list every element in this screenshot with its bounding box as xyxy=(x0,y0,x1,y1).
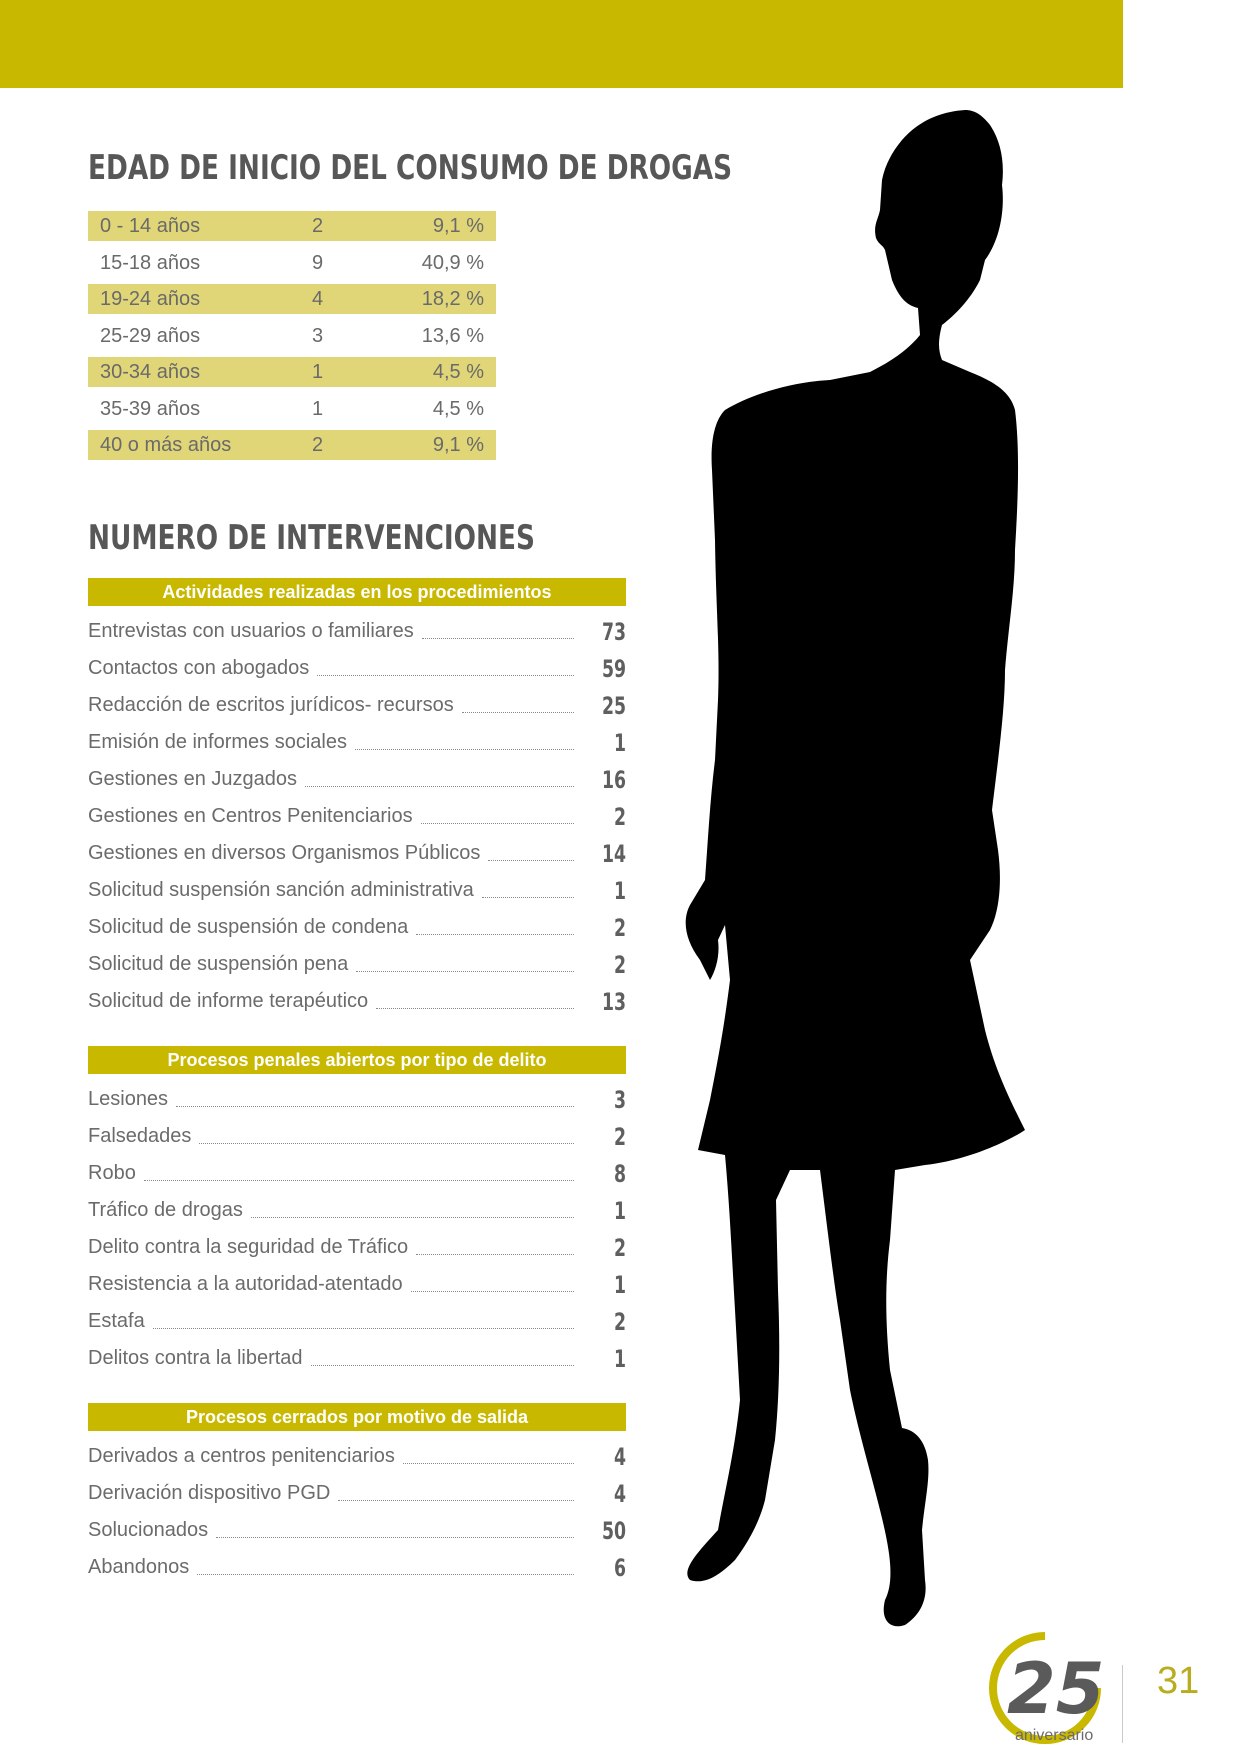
list-item xyxy=(88,832,626,869)
age-range: 0 - 14 años xyxy=(100,215,201,237)
item-label: Entrevistas con usuarios o familiares xyxy=(88,620,414,642)
dot-leader xyxy=(356,971,574,972)
age-percent: 4,5 % xyxy=(432,397,484,420)
dot-leader xyxy=(317,675,574,676)
list-item xyxy=(88,1546,626,1583)
item-value: 14 xyxy=(602,840,627,868)
dot-leader xyxy=(422,638,574,639)
list-item xyxy=(88,1435,626,1472)
item-value: 59 xyxy=(602,655,627,683)
list-item xyxy=(88,684,626,721)
item-label: Solicitud de suspensión de condena xyxy=(88,916,409,938)
list-item xyxy=(88,869,626,906)
age-range: 25-29 años xyxy=(100,324,201,347)
item-value: 3 xyxy=(613,1086,626,1114)
dot-leader xyxy=(488,860,574,861)
item-label: Resistencia a la autoridad-atentado xyxy=(88,1273,403,1295)
list-item xyxy=(88,943,626,980)
dot-leader xyxy=(199,1143,574,1144)
list-item xyxy=(88,721,626,758)
logo-number: 25 xyxy=(1007,1648,1105,1730)
item-value: 8 xyxy=(613,1160,626,1188)
woman-silhouette-icon xyxy=(680,110,1150,1670)
list-item xyxy=(88,795,626,832)
item-label: Contactos con abogados xyxy=(88,657,310,679)
item-value: 1 xyxy=(613,877,626,905)
item-value: 2 xyxy=(613,1123,626,1151)
anniversary-25-logo-icon xyxy=(985,1628,1105,1748)
item-label: Abandonos xyxy=(88,1556,190,1578)
item-label: Lesiones xyxy=(88,1088,169,1110)
list-item xyxy=(88,1509,626,1546)
age-percent: 4,5 % xyxy=(432,361,484,383)
dot-leader xyxy=(482,897,574,898)
item-value: 2 xyxy=(613,914,626,942)
item-value: 73 xyxy=(602,618,627,646)
item-label: Solucionados xyxy=(88,1519,209,1541)
item-label: Derivados a centros penitenciarios xyxy=(88,1445,395,1467)
list-item xyxy=(88,1472,626,1509)
age-percent: 9,1 % xyxy=(432,434,484,456)
age-percent: 18,2 % xyxy=(421,288,484,310)
age-row xyxy=(88,284,496,314)
item-label: Gestiones en Centros Penitenciarios xyxy=(88,805,413,827)
dot-leader xyxy=(176,1106,574,1107)
dot-leader xyxy=(338,1500,574,1501)
item-value: 50 xyxy=(602,1517,627,1545)
age-range: 15-18 años xyxy=(100,251,201,274)
dot-leader xyxy=(421,823,574,824)
item-label: Delitos contra la libertad xyxy=(88,1347,303,1369)
item-value: 2 xyxy=(613,1234,626,1262)
age-percent: 13,6 % xyxy=(421,324,484,347)
dot-leader xyxy=(411,1291,574,1292)
age-row xyxy=(88,248,496,278)
item-label: Tráfico de drogas xyxy=(88,1199,243,1221)
age-range: 30-34 años xyxy=(100,361,201,383)
item-label: Derivación dispositivo PGD xyxy=(88,1482,331,1504)
item-label: Gestiones en Juzgados xyxy=(88,768,298,790)
item-label: Delito contra la seguridad de Tráfico xyxy=(88,1236,409,1258)
list-item xyxy=(88,980,626,1017)
footer-divider xyxy=(1122,1665,1123,1743)
item-value: 4 xyxy=(613,1480,626,1508)
item-value: 13 xyxy=(602,988,627,1016)
age-range: 19-24 años xyxy=(100,288,201,310)
item-label: Robo xyxy=(88,1162,136,1184)
age-count: 4 xyxy=(312,288,324,310)
item-label: Emisión de informes sociales xyxy=(88,731,347,753)
top-color-band xyxy=(0,0,1123,88)
dot-leader xyxy=(216,1537,574,1538)
item-value: 2 xyxy=(613,951,626,979)
item-label: Estafa xyxy=(88,1310,145,1332)
item-value: 4 xyxy=(613,1443,626,1471)
list-item xyxy=(88,647,626,684)
dot-leader xyxy=(311,1365,574,1366)
dot-leader xyxy=(416,934,574,935)
item-value: 2 xyxy=(613,803,626,831)
age-row xyxy=(88,321,496,351)
age-count: 1 xyxy=(312,361,324,383)
list-item xyxy=(88,610,626,647)
item-value: 1 xyxy=(613,1345,626,1373)
age-section-title: EDAD DE INICIO DEL CONSUMO DE DROGAS xyxy=(88,148,733,188)
penal-processes-group xyxy=(88,1046,626,1374)
closed-processes-group xyxy=(88,1403,626,1583)
dot-leader xyxy=(403,1463,574,1464)
item-value: 1 xyxy=(613,1197,626,1225)
dot-leader xyxy=(144,1180,574,1181)
list-item xyxy=(88,906,626,943)
age-count: 1 xyxy=(312,397,324,420)
age-row xyxy=(88,357,496,387)
list-item xyxy=(88,1152,626,1189)
age-table xyxy=(88,211,496,467)
group-header: Procesos penales abiertos por tipo de delito xyxy=(88,1046,626,1074)
page-number: 31 xyxy=(1157,1660,1200,1702)
age-range: 40 o más años xyxy=(100,434,232,456)
age-count: 3 xyxy=(312,324,324,347)
item-label: Solicitud suspensión sanción administrativa xyxy=(88,879,474,901)
list-item xyxy=(88,758,626,795)
age-count: 2 xyxy=(312,215,324,237)
item-value: 6 xyxy=(613,1554,626,1582)
age-count: 2 xyxy=(312,434,324,456)
age-row xyxy=(88,430,496,460)
group-header: Actividades realizadas en los procedimientos xyxy=(88,578,626,606)
item-value: 25 xyxy=(602,692,627,720)
age-range: 35-39 años xyxy=(100,397,201,420)
dot-leader xyxy=(251,1217,574,1218)
item-label: Gestiones en diversos Organismos Públicos xyxy=(88,842,481,864)
item-label: Falsedades xyxy=(88,1125,192,1147)
activities-group xyxy=(88,578,626,1017)
age-count: 9 xyxy=(312,251,324,274)
list-item xyxy=(88,1115,626,1152)
list-item xyxy=(88,1078,626,1115)
dot-leader xyxy=(376,1008,574,1009)
list-item xyxy=(88,1263,626,1300)
item-value: 2 xyxy=(613,1308,626,1336)
list-item xyxy=(88,1337,626,1374)
interventions-section-title: NUMERO DE INTERVENCIONES xyxy=(88,518,535,558)
item-label: Solicitud de informe terapéutico xyxy=(88,990,369,1012)
list-item xyxy=(88,1226,626,1263)
dot-leader xyxy=(153,1328,574,1329)
dot-leader xyxy=(197,1574,574,1575)
item-label: Redacción de escritos jurídicos- recursos xyxy=(88,694,454,716)
age-row xyxy=(88,211,496,241)
dot-leader xyxy=(462,712,574,713)
age-row xyxy=(88,394,496,424)
item-value: 1 xyxy=(613,729,626,757)
age-percent: 9,1 % xyxy=(432,215,484,237)
group-header: Procesos cerrados por motivo de salida xyxy=(88,1403,626,1431)
dot-leader xyxy=(355,749,574,750)
item-value: 16 xyxy=(602,766,627,794)
age-percent: 40,9 % xyxy=(421,251,484,274)
list-item xyxy=(88,1189,626,1226)
item-label: Solicitud de suspensión pena xyxy=(88,953,349,975)
list-item xyxy=(88,1300,626,1337)
item-value: 1 xyxy=(613,1271,626,1299)
logo-text: aniversario xyxy=(1015,1727,1094,1744)
dot-leader xyxy=(416,1254,574,1255)
dot-leader xyxy=(305,786,574,787)
